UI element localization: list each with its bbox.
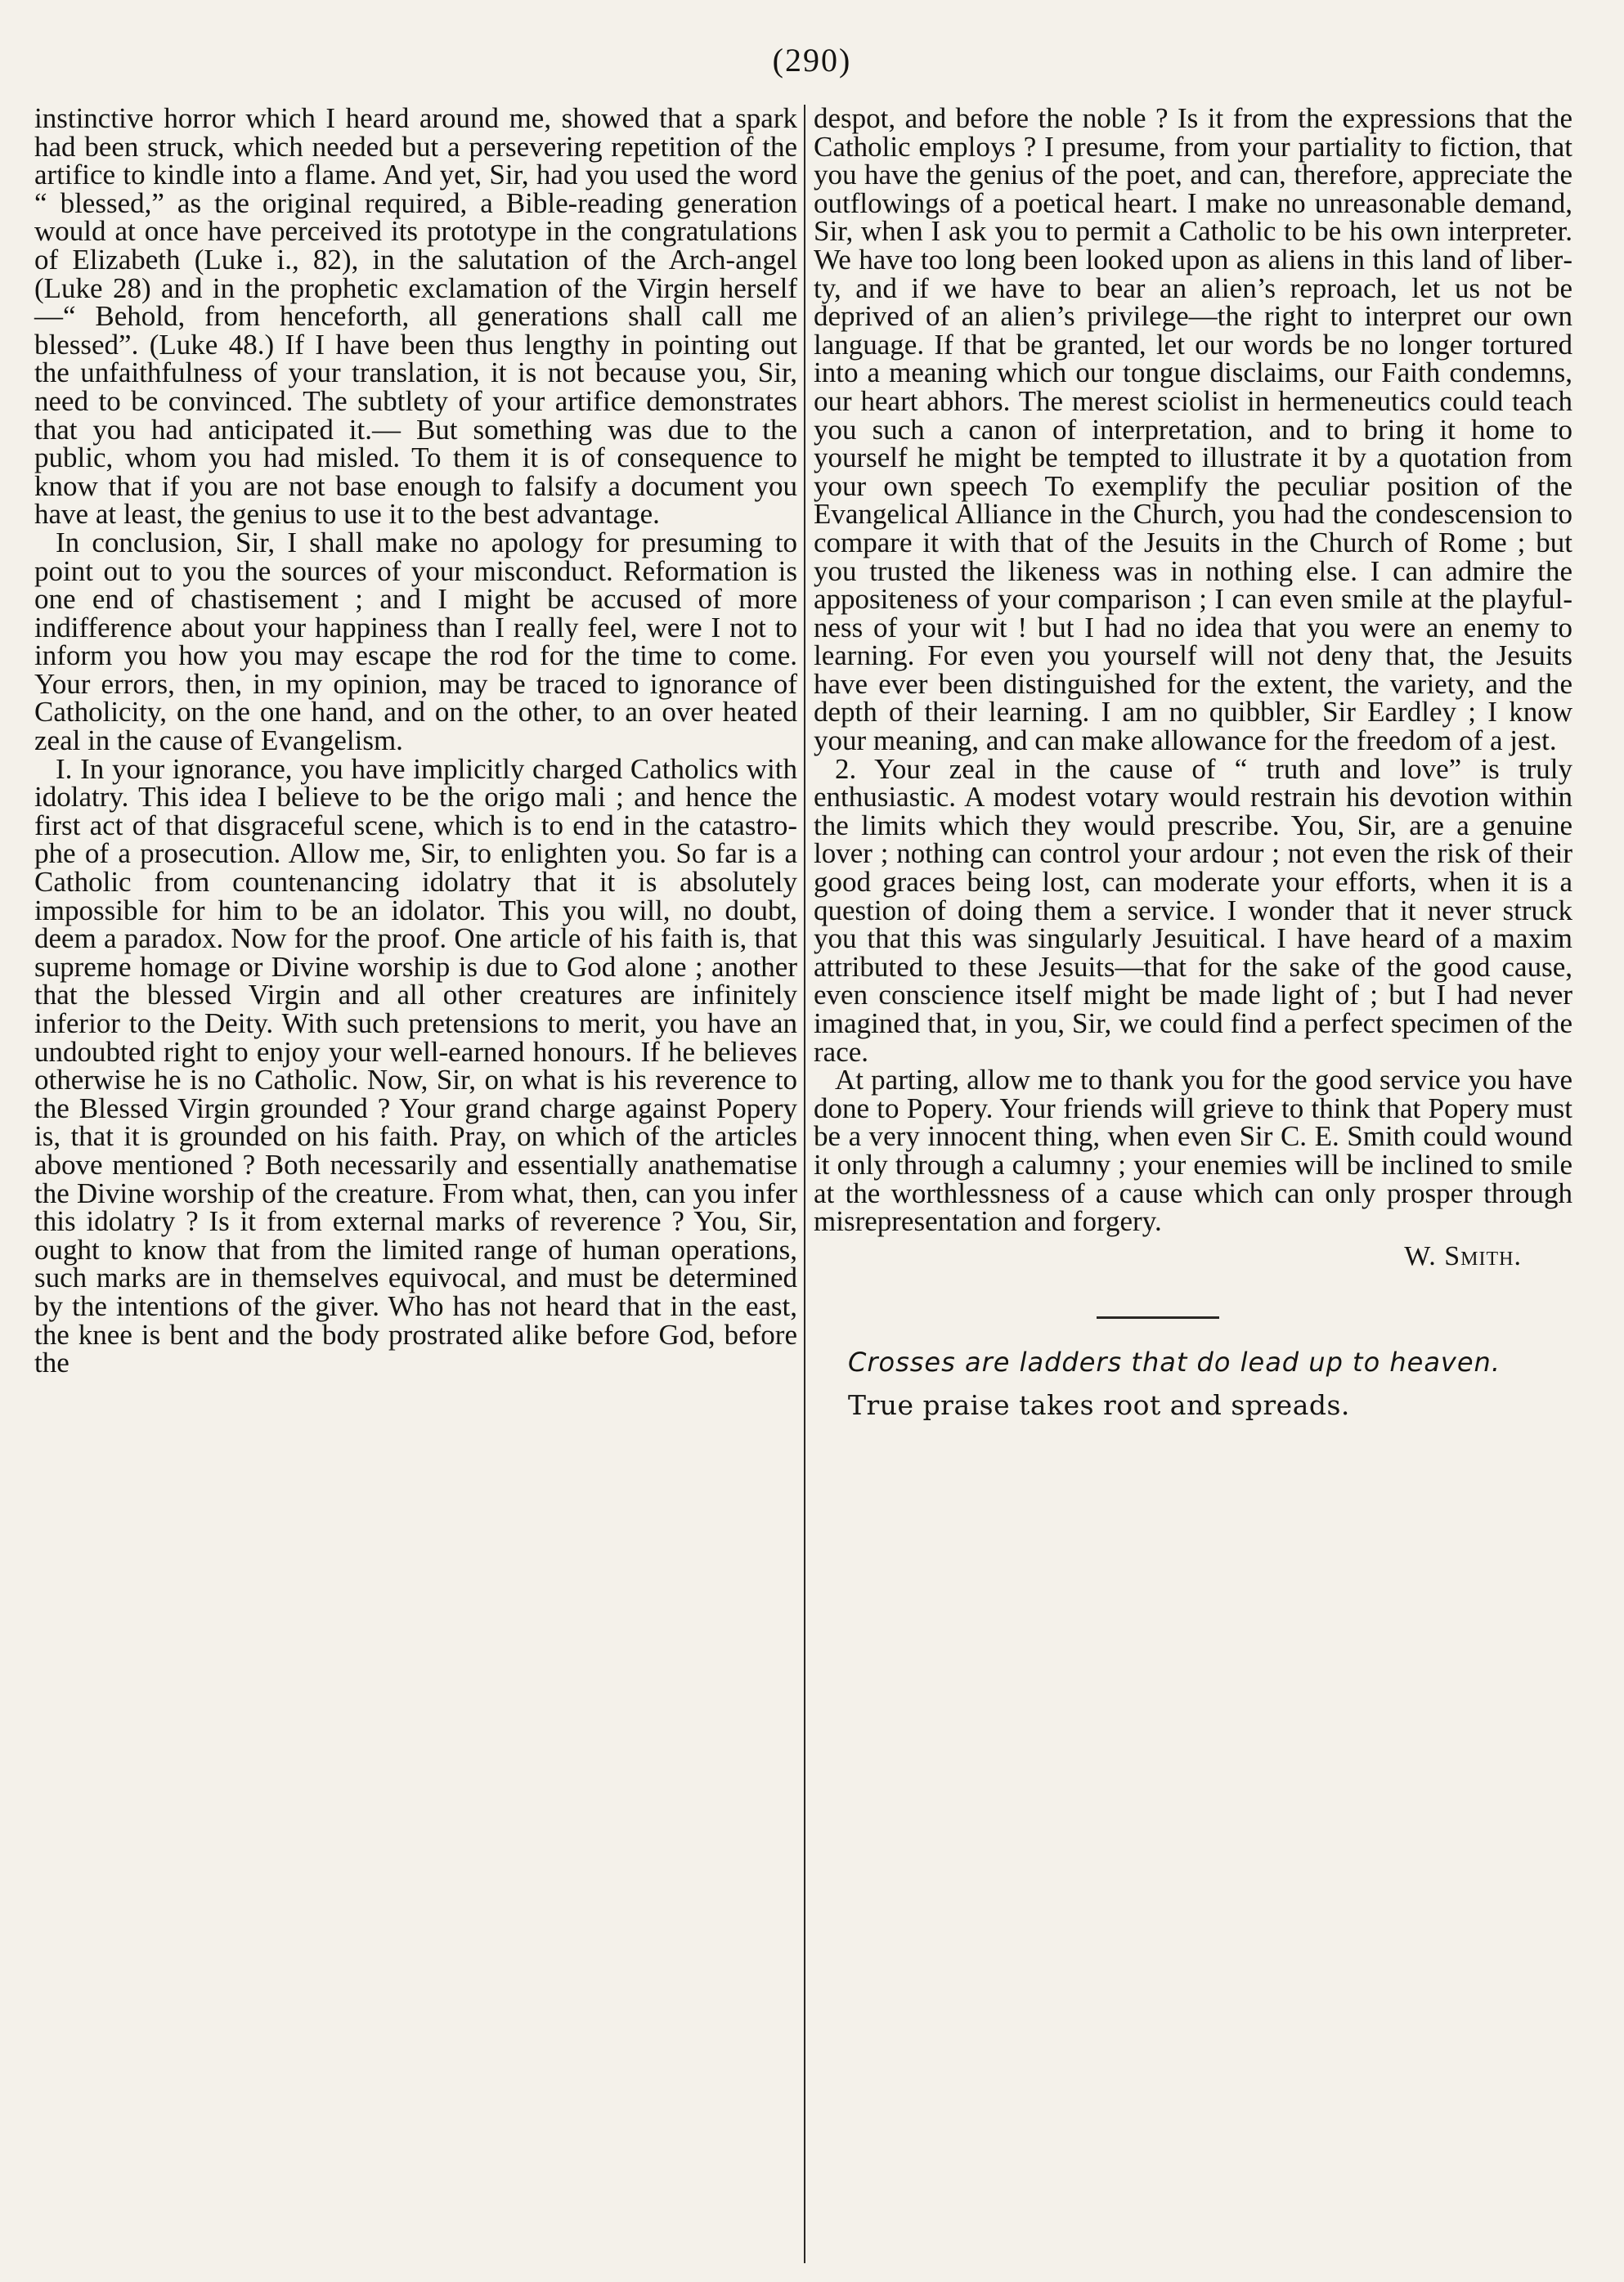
right-column xyxy=(814,102,1572,1421)
right-paragraph-3: At parting, allow me to thank you for the good service you have done to Popery. Your friends will grieve to think that Popery must be a very innocent thing, when even Sir C. E. Smith could wound it only through a calumny ; your enemies will be inclined to smile at the worthlessness of a cause which can only prosper through misrepresentation and forgery. xyxy=(814,1064,1572,1238)
left-paragraph-1: instinctive horror which I heard around me, showed that a spark had been struck, which needed but a persevering repetition of the artifice to kindle into a flame. And yet, Sir, had you used the word “ blessed,” as the original required, a Bible-reading generation would at once have perceived its prototype in the congratulations of Elizabeth (Luke i., 82), in the salutation of the Arch-angel (Luke 28) and in the prophetic exclamation of the Virgin herself—“ Behold, from henceforth, all generations shall call me blessed”. (Luke 48.) If I have been thus lengthy in pointing out the unfaithfulness of your translation, it is not because you, Sir, need to be convinced. The subtlety of your artifice demonstrates that you had anticipated it.— But something was due to the public, whom you had misled. To them it is of consequence to know that if you are not base enough to falsify a document you have at least, the genius to use it to the best advantage. xyxy=(34,102,797,531)
left-column xyxy=(34,102,797,1379)
signature: W. Smith. xyxy=(1404,1240,1522,1271)
maxim-crosses: Crosses are ladders that do lead up to heaven. xyxy=(848,1347,1501,1379)
right-paragraph-2: 2. Your zeal in the cause of “ truth and love” is truly enthusiastic. A modest votary would restrain his devotion within the limits which they would prescribe. You, Sir, are a genuine lover ; nothing can control your ardour ; not even the risk of their good graces being lost, can moderate your efforts, when it is a question of doing them a service. I wonder that it never struck you that this was singularly Jesuitical. I have heard of a maxim attributed to these Jesuits—that for the sake of the good cause, even conscience itself might be made light of ; but I had never imagined that, in you, Sir, we could find a perfect specimen of the race. xyxy=(814,752,1572,1068)
left-paragraph-3: I. In your ignorance, you have implicitly charged Catholics with idolatry. This idea I believe to be the origo mali ; and hence the first act of that disgraceful scene, which is to end in the catastrophe of a prosecution. Allow me, Sir, to enlighten you. So far is a Catholic from countenancing idolatry that it is absolutely impossible for him to be an idolator. This you will, no doubt, deem a paradox. Now for the proof. One article of his faith is, that supreme homage or Divine worship is due to God alone ; another that the blessed Virgin and all other creatures are infinitely inferior to the Deity. With such pretensions to merit, you have an undoubted right to enjoy your well-earned honours. If he believes otherwise he is no Catholic. Now, Sir, on what is his reverence to the Blessed Virgin grounded ? Your grand charge against Popery is, that it is grounded on his faith. Pray, on which of the articles above mentioned ? Both necessarily and essentially anathematise the Divine worship of the creature. From what, then, can you infer this idolatry ? Is it from external marks of reverence ? You, Sir, ought to know that from the limited range of human operations, such marks are in themselves equivocal, and must be determined by the intentions of the giver. Who has not heard that in the east, the knee is bent and the body prostrated alike before God, before the xyxy=(34,752,797,1379)
column-divider xyxy=(804,105,805,2263)
maxim-praise: True praise takes root and spreads. xyxy=(848,1388,1350,1421)
left-paragraph-2: In conclusion, Sir, I shall make no apology for presuming to point out to you the sources of your misconduct. Reformation is one end of chastisement ; and I might be accused of more indifference about your happiness than I really feel, were I not to inform you how you may escape the rod for the time to come. Your errors, then, in my opinion, may be traced to ignorance of Catholicity, on the one hand, and on the other, to an over heated zeal in the cause of Evangelism. xyxy=(34,526,797,757)
section-separator xyxy=(1097,1316,1219,1319)
page-number: (290) xyxy=(772,42,852,78)
right-paragraph-1: despot, and before the noble ? Is it from the expressions that the Catholic employs ? I presume, from your partiality to fiction, that you have the genius of the poet, and can, therefore, appreciate the outflowings of a poetical heart. I make no unreasonable demand, Sir, when I ask you to permit a Catholic to be his own interpreter. We have too long been looked upon as aliens in this land of liberty, and if we have to bear an alien’s reproach, let us not be deprived of an alien’s privilege—the right to interpret our own language. If that be granted, let our words be no longer tortured into a meaning which our tongue disclaims, our Faith condemns, our heart abhors. The merest sciolist in hermeneutics could teach you such a canon of interpretation, and to bring it home to yourself he might be tempted to illustrate it by a quotation from your own speech To exemplify the peculiar position of the Evangelical Alliance in the Church, you had the condescension to compare it with that of the Jesuits in the Church of Rome ; but you trusted the likeness was in nothing else. I can admire the appositeness of your comparison ; I can even smile at the playfulness of your wit ! but I had no idea that you were an enemy to learning. For even you yourself will not deny that, the Jesuits have ever been distinguished for the extent, the variety, and the depth of their learning. I am no quibbler, Sir Eardley ; I know your meaning, and can make allowance for the freedom of a jest. xyxy=(814,102,1572,757)
